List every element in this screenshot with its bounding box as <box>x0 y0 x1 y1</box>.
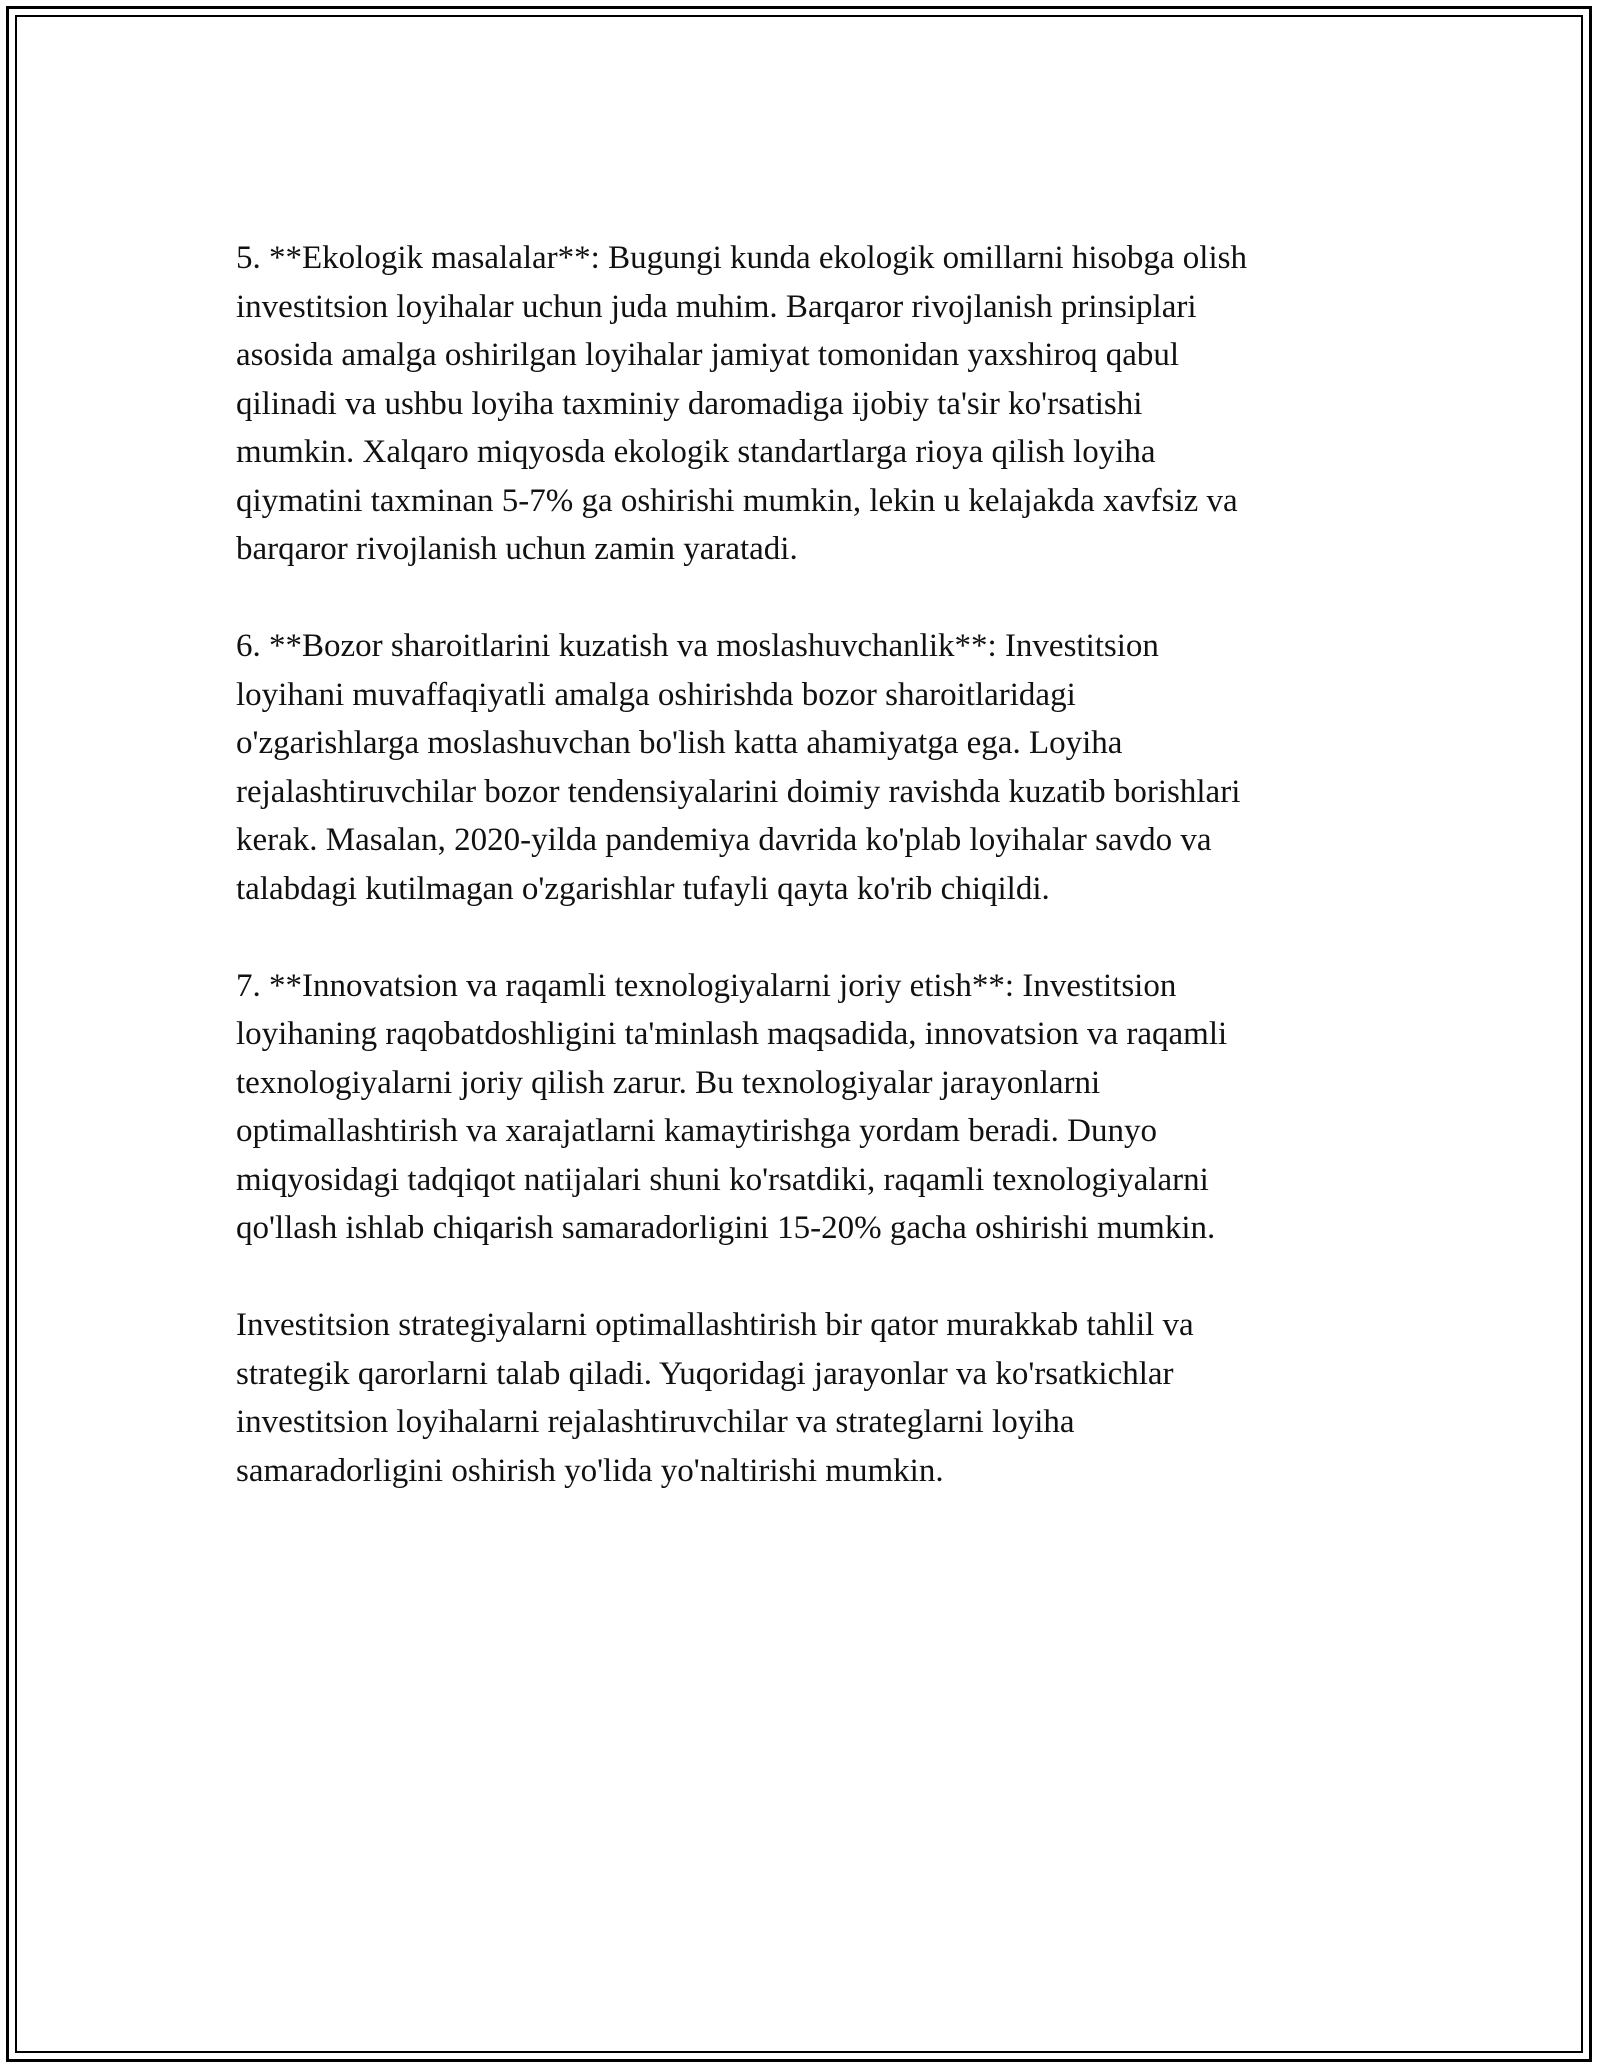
paragraph-innovation-technologies: 7. **Innovatsion va raqamli texnologiyalarni joriy etish**: Investitsion loyihaning raqobatdoshligini ta'minlash maqsadida, innovatsion va raqamli texnologiyalarni joriy qilish zarur. Bu texnologiyalar jarayonlarni optimallashtirish va xarajatlarni kamaytirishga yordam beradi. Dunyo miqyosidagi tadqiqot natijalari shuni ko'rsatdiki, raqamli texnologiyalarni qo'llash ishlab chiqarish samaradorligini 15-20% gacha oshirishi mumkin. <box>236 967 1228 1246</box>
document-body <box>236 234 1376 1544</box>
paragraph-ecological-issues: 5. **Ekologik masalalar**: Bugungi kunda ekologik omillarni hisobga olish investitsion loyihalar uchun juda muhim. Barqaror rivojlanish prinsiplari asosida amalga oshirilgan loyihalar jamiyat tomonidan yaxshiroq qabul qilinadi va ushbu loyiha taxminiy daromadiga ijobiy ta'sir ko'rsatishi mumkin. Xalqaro miqyosda ekologik standartlarga rioya qilish loyiha qiymatini taxminan 5-7% ga oshirishi mumkin, lekin u kelajakda xavfsiz va barqaror rivojlanish uchun zamin yaratadi. <box>236 240 1247 567</box>
paragraph-market-conditions: 6. **Bozor sharoitlarini kuzatish va moslashuvchanlik**: Investitsion loyihani muvaffaqiyatli amalga oshirishda bozor sharoitlaridagi o'zgarishlarga moslashuvchan bo'lish katta ahamiyatga ega. Loyiha rejalashtiruvchilar bozor tendensiyalarini doimiy ravishda kuzatib borishlari kerak. Masalan, 2020-yilda pandemiya davrida ko'plab loyihalar savdo va talabdagi kutilmagan o'zgarishlar tufayli qayta ko'rib chiqildi. <box>236 628 1241 907</box>
paragraph-conclusion: Investitsion strategiyalarni optimallashtirish bir qator murakkab tahlil va strategik qarorlarni talab qiladi. Yuqoridagi jarayonlar va ko'rsatkichlar investitsion loyihalarni rejalashtiruvchilar va strateglarni loyiha samaradorligini oshirish yo'lida yo'naltirishi mumkin. <box>236 1307 1194 1489</box>
